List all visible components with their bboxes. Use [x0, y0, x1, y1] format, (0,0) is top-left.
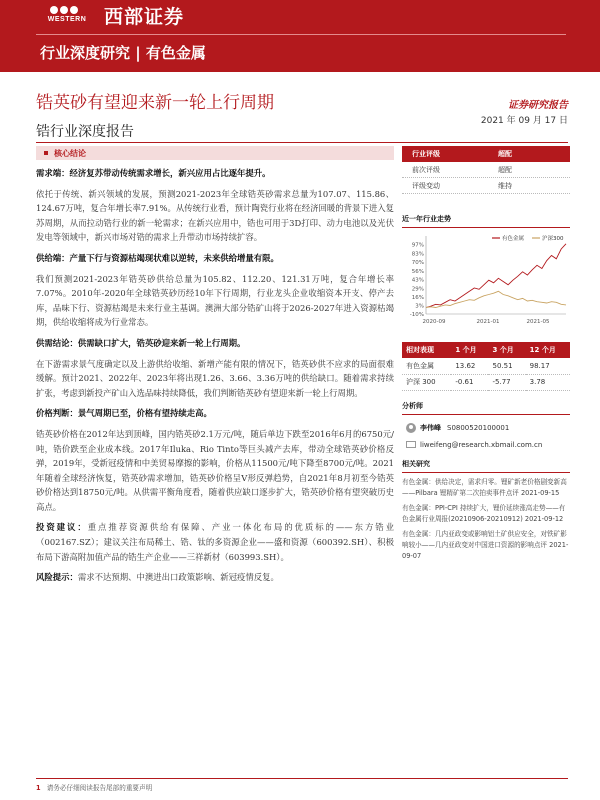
y-tick-label: 97%: [411, 242, 424, 249]
paragraph-bold: 景气周期已至，价格有望持续走高。: [77, 408, 212, 419]
related-item[interactable]: 有色金属：PPI-CPI 持续扩大，锂价延续涨高走势——有色金属行业周报(20210906-20210912) 2021-09-12: [402, 503, 566, 523]
paragraph: [36, 406, 394, 421]
rating-row: [402, 162, 570, 178]
paragraph: [36, 427, 394, 515]
paragraph-bold: 经济复苏带动传统需求增长，新兴应用占比逐年提升。: [69, 168, 271, 178]
performance-cell: -0.61: [451, 374, 488, 390]
footer-divider: [36, 778, 568, 779]
paragraph: [36, 187, 394, 245]
header-divider: [36, 34, 566, 35]
legend-label: 有色金属: [502, 236, 525, 242]
related-item[interactable]: 有色金属：供给决定，需求归零。锂矿新老价格剧变新高——Pilbara 锂精矿第二次拍卖事件点评 2021-09-15: [402, 477, 567, 497]
y-tick-label: 70%: [411, 260, 424, 266]
company-logo: [36, 6, 98, 30]
performance-cell: 沪深 300: [402, 374, 451, 390]
paragraph-text: 在下游需求景气度确定以及上游供给收缩、新增产能有限的情况下，锆英砂供不应求的局面很难缓解。预计2021、2022年、2023年将出现1.26、3.66、3.36万吨的供给缺口。随着需求持续扩张，考虑到新投产矿山入选品味持续降低，我们判断锆英砂有望迎来新一轮上行周期。: [36, 358, 394, 398]
rating-value: 超配: [498, 150, 512, 158]
y-tick-label: 56%: [411, 269, 424, 276]
legend-label: 沪深300: [542, 236, 564, 242]
paragraph-text: 依托于传统、新兴领域的发展，预测2021-2023年全球锆英砂需求总量为107.07、115.86、124.67万吨，复合年增长率7.91%。从传统行业看，预计陶瓷行业将在经济回暖的背景下进入复苏周期，从而拉动锆行业的新一轮需求；在新兴应用中，锆也可用于3D打印、动力电池以及光伏发电等领域中，新兴市场对锆的需求上升带动市场持续扩容。: [36, 188, 394, 243]
y-tick-label: 43%: [411, 277, 424, 284]
performance-header-cell: 1 个月: [451, 342, 488, 358]
performance-cell: 50.51: [488, 358, 525, 374]
analyst-email-row: [402, 441, 570, 449]
rating-label: 行业评级: [412, 150, 440, 158]
performance-cell: 有色金属: [402, 358, 451, 374]
paragraph-lead: 价格判断：: [36, 408, 78, 419]
footer: [36, 782, 152, 792]
title-divider: [36, 142, 568, 143]
performance-header-cell: 3 个月: [488, 342, 525, 358]
x-tick-label: 2021-01: [476, 319, 500, 325]
paragraph-lead: 供需结论：: [36, 337, 78, 348]
y-tick-label: 16%: [411, 295, 424, 302]
trend-chart: [402, 228, 570, 330]
paragraph-lead: 投资建议：: [36, 522, 88, 533]
performance-cell: 13.62: [451, 358, 488, 374]
logo-dot-icon: [60, 6, 68, 14]
report-header: [0, 0, 600, 72]
mail-icon: [406, 441, 416, 448]
paragraph-lead: 需求端：: [36, 168, 70, 178]
performance-cell: -5.77: [488, 374, 525, 390]
logo-dot-icon: [50, 6, 58, 14]
performance-header-cell: 相对表现: [402, 342, 451, 358]
table-row: [402, 374, 570, 390]
performance-cell: 98.17: [526, 358, 570, 374]
main-content: [36, 146, 394, 585]
paragraph-lead: 供给端：: [36, 252, 70, 263]
logo-text: WESTERN: [47, 16, 87, 23]
analyst-name: 李伟峰: [420, 423, 441, 432]
related-item[interactable]: 有色金属：几内亚政变或影响铝土矿供应安全，对铁矿影响较小——几内亚政变对中国进口资源的影响点评 2021-09-07: [402, 529, 569, 560]
report-title: 锆英砂有望迎来新一轮上行周期: [36, 93, 274, 113]
trend-chart-title: 近一年行业走势: [402, 214, 570, 228]
paragraph-text: 锆英砂价格在2012年达到顶峰，国内锆英砂2.1万元/吨，随后单边下跌至2016年6月的6750元/吨，锆价跌至企业成本线。2017年Iluka、Rio Tinto等巨头减产去库，带动全球锆英砂价格反弹，2019年，受新冠疫情和中美贸易摩擦的影响，价格从11500元/吨下降至8700元/吨。2021年随着全球经济恢复，锆英砂需求增加，锆英砂价格呈V形反弹趋势，自2021年8月初至今锆英砂价格达到18750元/吨。从供需平衡角度看，随着供应缺口逐步扩大，锆英砂价格有望突破历史高点。: [36, 428, 394, 512]
analyst-email[interactable]: liweifeng@research.xbmail.com.cn: [420, 440, 543, 449]
core-section-title: 核心结论: [54, 148, 86, 158]
analyst-row: [402, 423, 570, 433]
analyst-section-title: 分析师: [402, 401, 570, 415]
rating-row-value: 维持: [498, 181, 512, 190]
rating-row-value: 超配: [498, 165, 512, 174]
performance-table: [402, 342, 570, 391]
table-row: [402, 358, 570, 374]
x-tick-label: 2021-05: [526, 319, 550, 325]
person-icon: [406, 423, 416, 433]
rating-row-label: 前次评级: [412, 165, 440, 174]
analyst-cert: S0800520100001: [447, 423, 510, 432]
performance-cell: 3.78: [526, 374, 570, 390]
square-bullet-icon: [44, 151, 48, 155]
paragraph-text: 重点推荐资源供给有保障、产业一体化布局的优质标的——东方锆业（002167.SZ）；建议关注布局稀土、锆、钛的多资源企业——盛和资源（600392.SH）、积极布局下游高附加值产品的锆生产企业——三祥新材（603993.SH）。: [36, 522, 395, 562]
x-tick-label: 2020-09: [422, 319, 446, 325]
core-section-header: [36, 146, 394, 160]
page-number: 1: [36, 784, 41, 792]
paragraph-text: 需求不达预期、中澳进出口政策影响、新冠疫情反复。: [77, 572, 279, 583]
sidebar: [402, 146, 570, 562]
brand-name: 西部证券: [104, 6, 185, 28]
paragraph: [36, 251, 394, 266]
report-subtitle: 锆行业深度报告: [36, 124, 134, 140]
paragraph: [36, 272, 394, 330]
y-tick-label: 29%: [411, 286, 424, 293]
performance-header-cell: 12 个月: [526, 342, 570, 358]
paragraph-bold: 产量下行与资源枯竭现状难以逆转，未来供给增量有限。: [69, 252, 279, 263]
paragraph-bold: 供需缺口扩大，锆英砂迎来新一轮上行周期。: [77, 337, 246, 348]
footer-note: 请务必仔细阅读报告尾部的重要声明: [46, 784, 153, 792]
paragraph: [36, 336, 394, 351]
paragraph: [36, 166, 394, 181]
report-date: 2021 年 09 月 17 日: [480, 116, 568, 126]
rating-row: [402, 178, 570, 194]
y-tick-label: 83%: [411, 251, 424, 258]
y-tick-label: -10%: [409, 312, 424, 318]
y-tick-label: 3%: [415, 303, 424, 310]
header-subtitle: 行业深度研究 | 有色金属: [40, 44, 206, 62]
paragraph-lead: 风险提示：: [36, 572, 78, 583]
related-section-title: 相关研究: [402, 459, 570, 473]
paragraph: [36, 520, 394, 564]
series-line: [426, 244, 566, 308]
rating-header: [402, 146, 570, 162]
logo-dot-icon: [70, 6, 78, 14]
paragraph: [36, 570, 394, 585]
paragraph-list: [36, 166, 394, 585]
paragraph: [36, 357, 394, 401]
rating-row-label: 评级变动: [412, 181, 440, 190]
performance-header-row: [402, 342, 570, 358]
series-line: [426, 291, 566, 307]
paragraph-text: 我们预测2021-2023年锆英砂供给总量为105.82、112.20、121.31万吨，复合年增长率7.07%。2010年-2020年全球锆英砂历经10年下行周期，行业龙头企业收缩资本开支、停产去库，品味下行、资源枯竭是未来行业主基调。澳洲大部分锆矿山将于2026-2027年进入资源枯竭期，供给收缩将成为行业常态。: [36, 273, 394, 328]
report-type: 证券研究报告: [508, 100, 568, 111]
